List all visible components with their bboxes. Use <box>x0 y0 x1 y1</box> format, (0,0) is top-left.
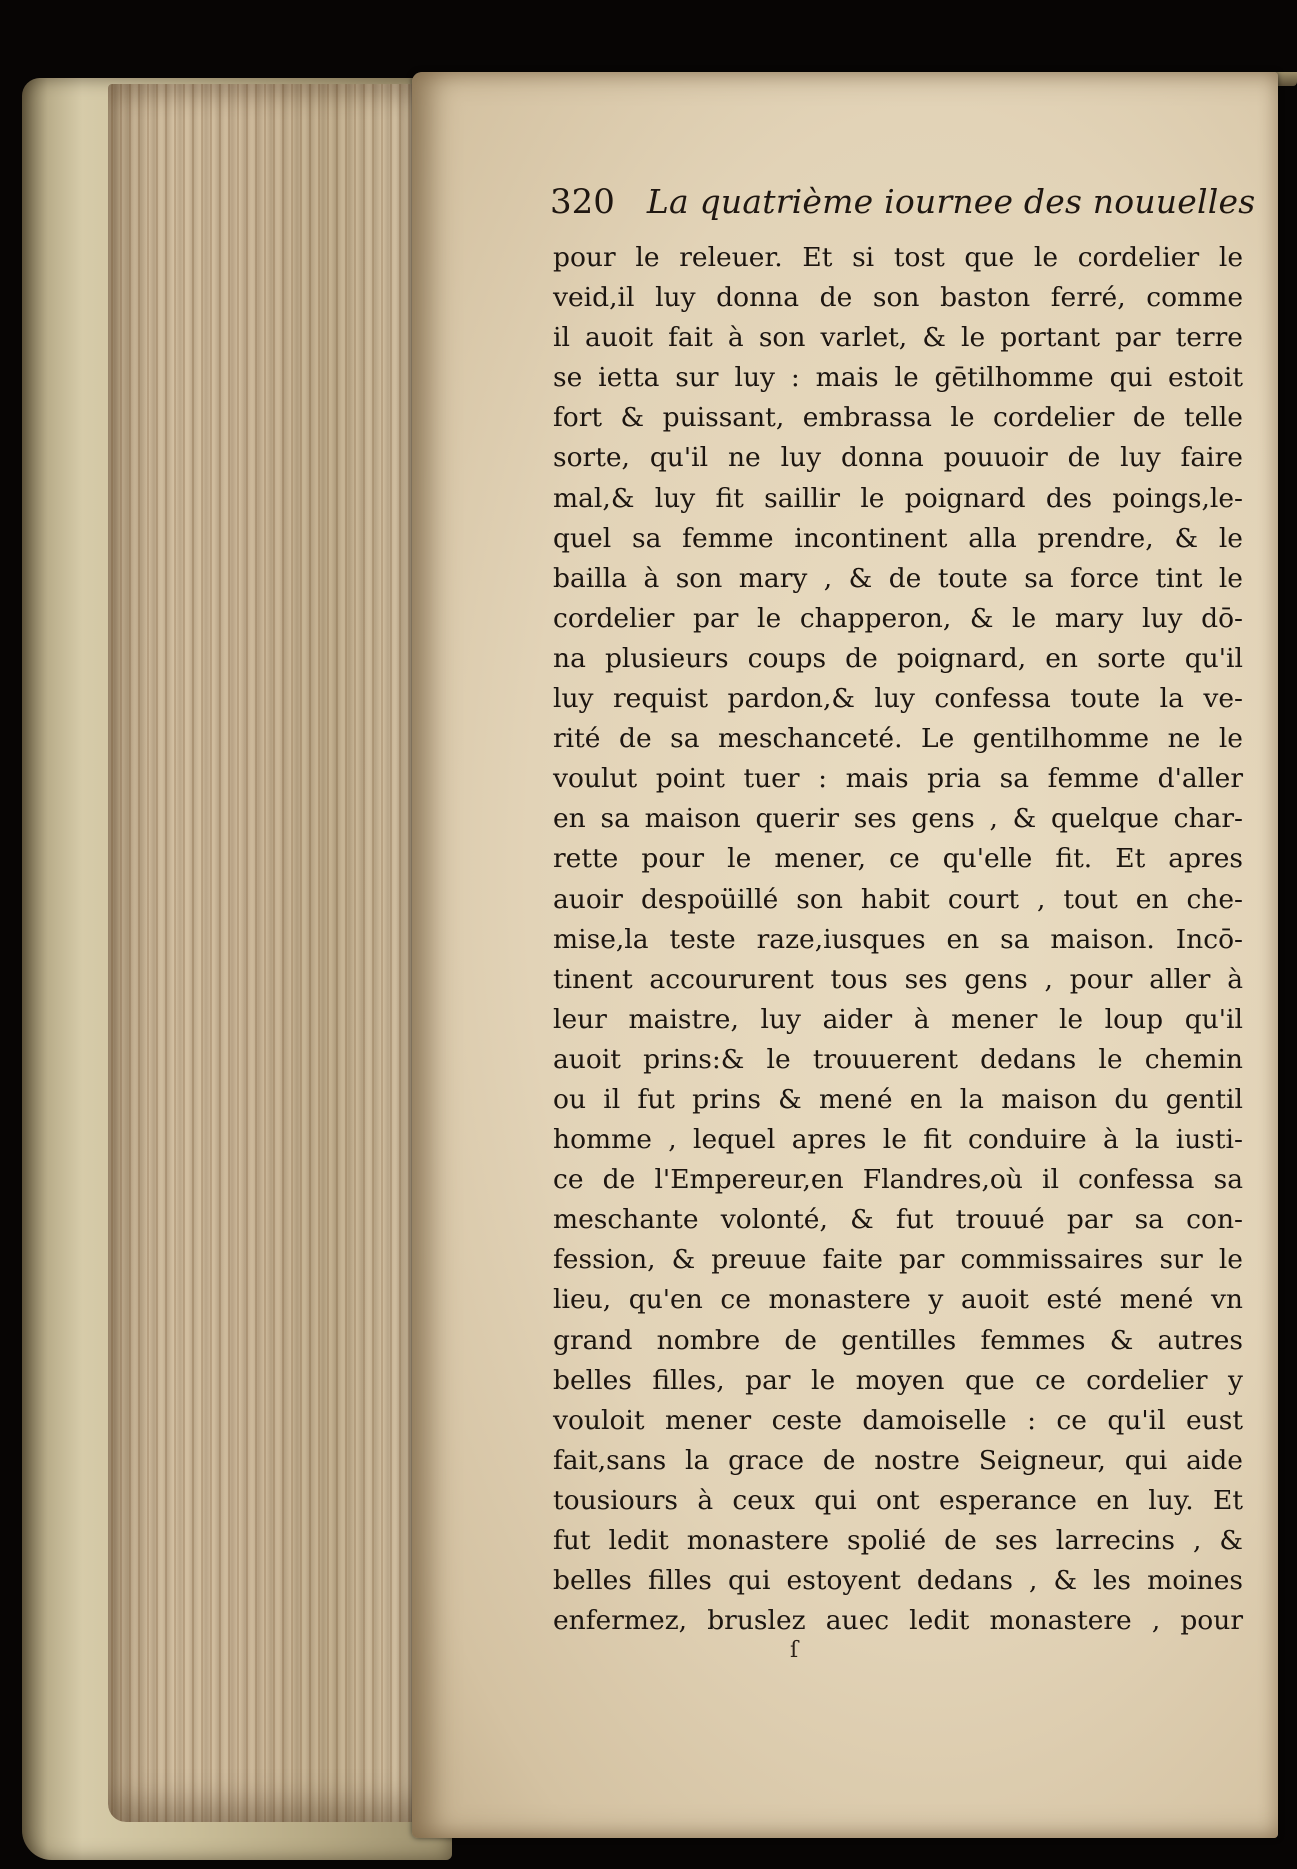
page-number: 320 <box>550 182 615 222</box>
text-body <box>553 238 1243 1641</box>
text-line: il auoit fait à son varlet, & le portant par terre <box>553 322 1243 354</box>
text-line: homme , lequel apres le fit conduire à la iusti- <box>553 1124 1243 1156</box>
text-line: voulut point tuer : mais pria sa femme d'aller <box>553 763 1243 795</box>
text-line: rette pour le mener, ce qu'elle fit. Et apres <box>553 843 1243 875</box>
catchword-mark: ſ <box>790 1638 799 1663</box>
text-line: fut ledit monastere spolié de ses larrecins , & <box>553 1525 1243 1556</box>
text-line: luy requist pardon,& luy confessa toute la ve- <box>553 683 1243 715</box>
text-line: fait,sans la grace de nostre Seigneur, qui aide <box>553 1444 1243 1476</box>
text-line: vouloit mener ceste damoiselle : ce qu'il eust <box>553 1404 1243 1436</box>
text-line: belles filles, par le moyen que ce cordelier y <box>553 1364 1243 1396</box>
text-line: ou il fut prins & mené en la maison du gentil <box>553 1083 1243 1115</box>
text-line: belles filles qui estoyent dedans , & les moines <box>553 1565 1243 1597</box>
text-line: lieu, qu'en ce monastere y auoit esté mené vn <box>553 1284 1243 1316</box>
text-line: sorte, qu'il ne luy donna pouuoir de luy faire <box>553 442 1243 474</box>
text-line: mise,la teste raze,iusques en sa maison. Incō- <box>553 923 1243 955</box>
text-line: auoit prins:& le trouuerent dedans le chemin <box>553 1043 1243 1075</box>
text-line: na plusieurs coups de poignard, en sorte qu'il <box>553 642 1243 674</box>
text-line: fort & puissant, embrassa le cordelier de telle <box>553 402 1243 434</box>
text-line: quel sa femme incontinent alla prendre, & le <box>553 522 1243 554</box>
text-line: bailla à son mary , & de toute sa force tint le <box>553 562 1243 594</box>
text-line: fession, & preuue faite par commissaires sur le <box>553 1244 1243 1276</box>
text-line: rité de sa meschanceté. Le gentilhomme ne le <box>553 723 1243 755</box>
text-line: ce de l'Empereur,en Flandres,où il confessa sa <box>553 1164 1243 1196</box>
text-line: mal,& luy fit saillir le poignard des poings,le- <box>553 482 1243 514</box>
text-line: meschante volonté, & fut trouué par sa con- <box>553 1204 1243 1236</box>
text-line: se ietta sur luy : mais le gētilhomme qui estoit <box>553 362 1243 394</box>
text-line: enfermez, bruslez auec ledit monastere , pour <box>553 1605 1243 1637</box>
text-line: leur maistre, luy aider à mener le loup qu'il <box>553 1003 1243 1035</box>
running-head <box>550 182 1255 242</box>
text-line: en sa maison querir ses gens , & quelque char- <box>553 803 1243 835</box>
text-line: tinent accoururent tous ses gens , pour aller à <box>553 963 1243 995</box>
text-block-page-edges <box>108 84 426 1822</box>
text-line: tousiours à ceux qui ont esperance en luy. Et <box>553 1484 1243 1516</box>
text-line: veid,il luy donna de son baston ferré, comme <box>553 282 1243 314</box>
text-line: grand nombre de gentilles femmes & autres <box>553 1324 1243 1356</box>
text-line: auoir despoüillé son habit court , tout en che- <box>553 883 1243 915</box>
text-line: pour le releuer. Et si tost que le cordelier le <box>553 242 1243 273</box>
text-line: cordelier par le chapperon, & le mary luy dō- <box>553 602 1243 634</box>
running-head-title: La quatrième iournee des nouuelles <box>646 182 1256 221</box>
